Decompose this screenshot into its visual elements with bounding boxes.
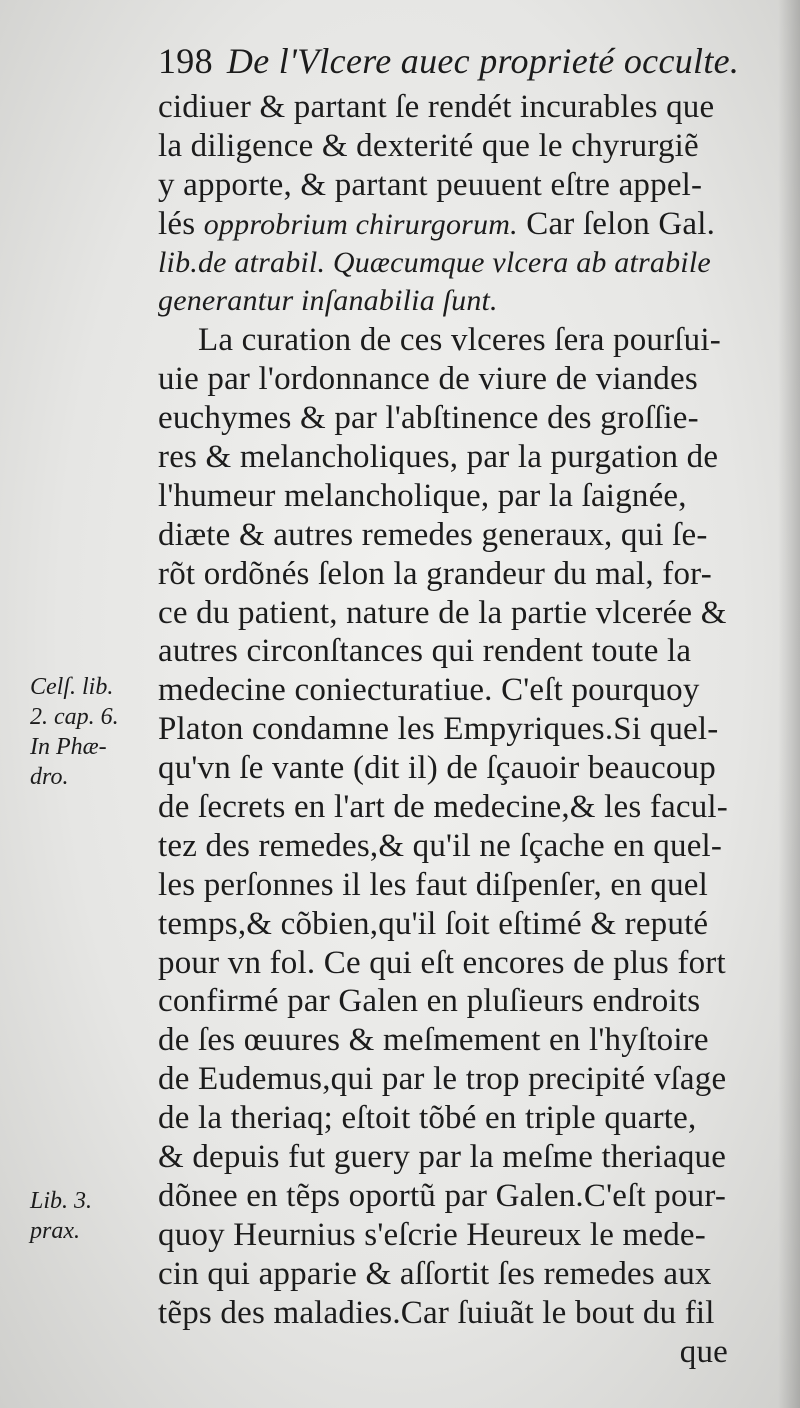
text-line: la diligence & dexterité que le chyrurgiẽ	[158, 127, 699, 164]
text-line: autres circonſtances qui rendent toute la	[158, 633, 692, 670]
text-line: cin qui apparie & aſſortit ſes remedes aux	[158, 1255, 712, 1292]
margin-note-celsus	[30, 672, 160, 792]
latin-quote-line: generantur inſanabilia ſunt.	[158, 284, 498, 318]
text-line: tẽps des maladies.Car ſuiuãt le bout du fil	[158, 1294, 715, 1331]
text-line: y apporte, & partant peuuent eſtre appel-	[158, 166, 703, 203]
text-line: diæte & autres remedes generaux, qui ſe-	[158, 516, 708, 553]
text-line: cidiuer & partant ſe rendét incurables que	[158, 89, 715, 125]
text-line-start: lés	[158, 205, 204, 242]
running-title: De l'Vlcere auec proprieté occulte.	[226, 41, 740, 81]
text-line: qu'vn ſe vante (dit il) de ſçauoir beaucoup	[158, 750, 716, 787]
margin-note-lib3	[30, 1186, 160, 1246]
margin-note-line: 2. cap. 6.	[30, 704, 119, 730]
margin-note-line: dro.	[30, 764, 69, 790]
text-line: medecine coniecturatiue. C'eſt pourquoy	[158, 672, 700, 709]
text-line: de la theriaq; eſtoit tõbé en triple quarte,	[158, 1100, 697, 1137]
paragraph-start-line: La curation de ces vlceres ſera pourſui-	[198, 322, 721, 359]
text-line: uie par l'ordonnance de viure de viandes	[158, 361, 698, 398]
margin-note-line: Celſ. lib.	[30, 674, 114, 700]
text-line: quoy Heurnius s'eſcrie Heureux le mede-	[158, 1216, 706, 1253]
text-line: euchymes & par l'abſtinence des groſſie-	[158, 400, 699, 437]
latin-quote: opprobrium chirurgorum.	[203, 207, 518, 241]
latin-quote-line: lib.de atrabil. Quæcumque vlcera ab atrabile	[158, 245, 711, 279]
catchword: que	[679, 1333, 728, 1370]
text-line-end: Car ſelon Gal.	[517, 205, 716, 242]
text-line: & depuis fut guery par la meſme theriaque	[158, 1139, 727, 1176]
margin-note-line: Lib. 3.	[30, 1188, 93, 1214]
page-header	[158, 40, 758, 82]
text-line: ce du patient, nature de la partie vlcerée &	[158, 594, 727, 631]
text-line: temps,& cõbien,qu'il ſoit eſtimé & reputé	[158, 905, 709, 942]
text-line: l'humeur melancholique, par la ſaignée,	[158, 477, 687, 514]
page-edge-shadow	[778, 0, 800, 1408]
body-text	[158, 88, 768, 1371]
text-line: les perſonnes il les faut diſpenſer, en quel	[158, 866, 708, 903]
text-line: res & melancholiques, par la purgation de	[158, 439, 719, 476]
text-line: de ſes œuures & meſmement en l'hyſtoire	[158, 1022, 709, 1059]
text-line: pour vn fol. Ce qui eſt encores de plus fort	[158, 944, 726, 981]
text-line: Platon condamne les Empyriques.Si quel-	[158, 711, 719, 748]
margin-note-line: prax.	[30, 1218, 80, 1244]
text-line: rõt ordõnés ſelon la grandeur du mal, for-	[158, 555, 712, 592]
text-line: dõnee en tẽps oportũ par Galen.C'eſt pour-	[158, 1177, 727, 1214]
page-number: 198	[158, 41, 213, 81]
text-line: confirmé par Galen en pluſieurs endroits	[158, 983, 701, 1020]
text-line	[158, 205, 768, 244]
text-line: de Eudemus,qui par le trop precipité vſage	[158, 1061, 727, 1098]
margin-note-line: In Phæ-	[30, 734, 107, 760]
text-line: tez des remedes,& qu'il ne ſçache en quel-	[158, 827, 723, 864]
text-line: de ſecrets en l'art de medecine,& les facul-	[158, 789, 728, 826]
